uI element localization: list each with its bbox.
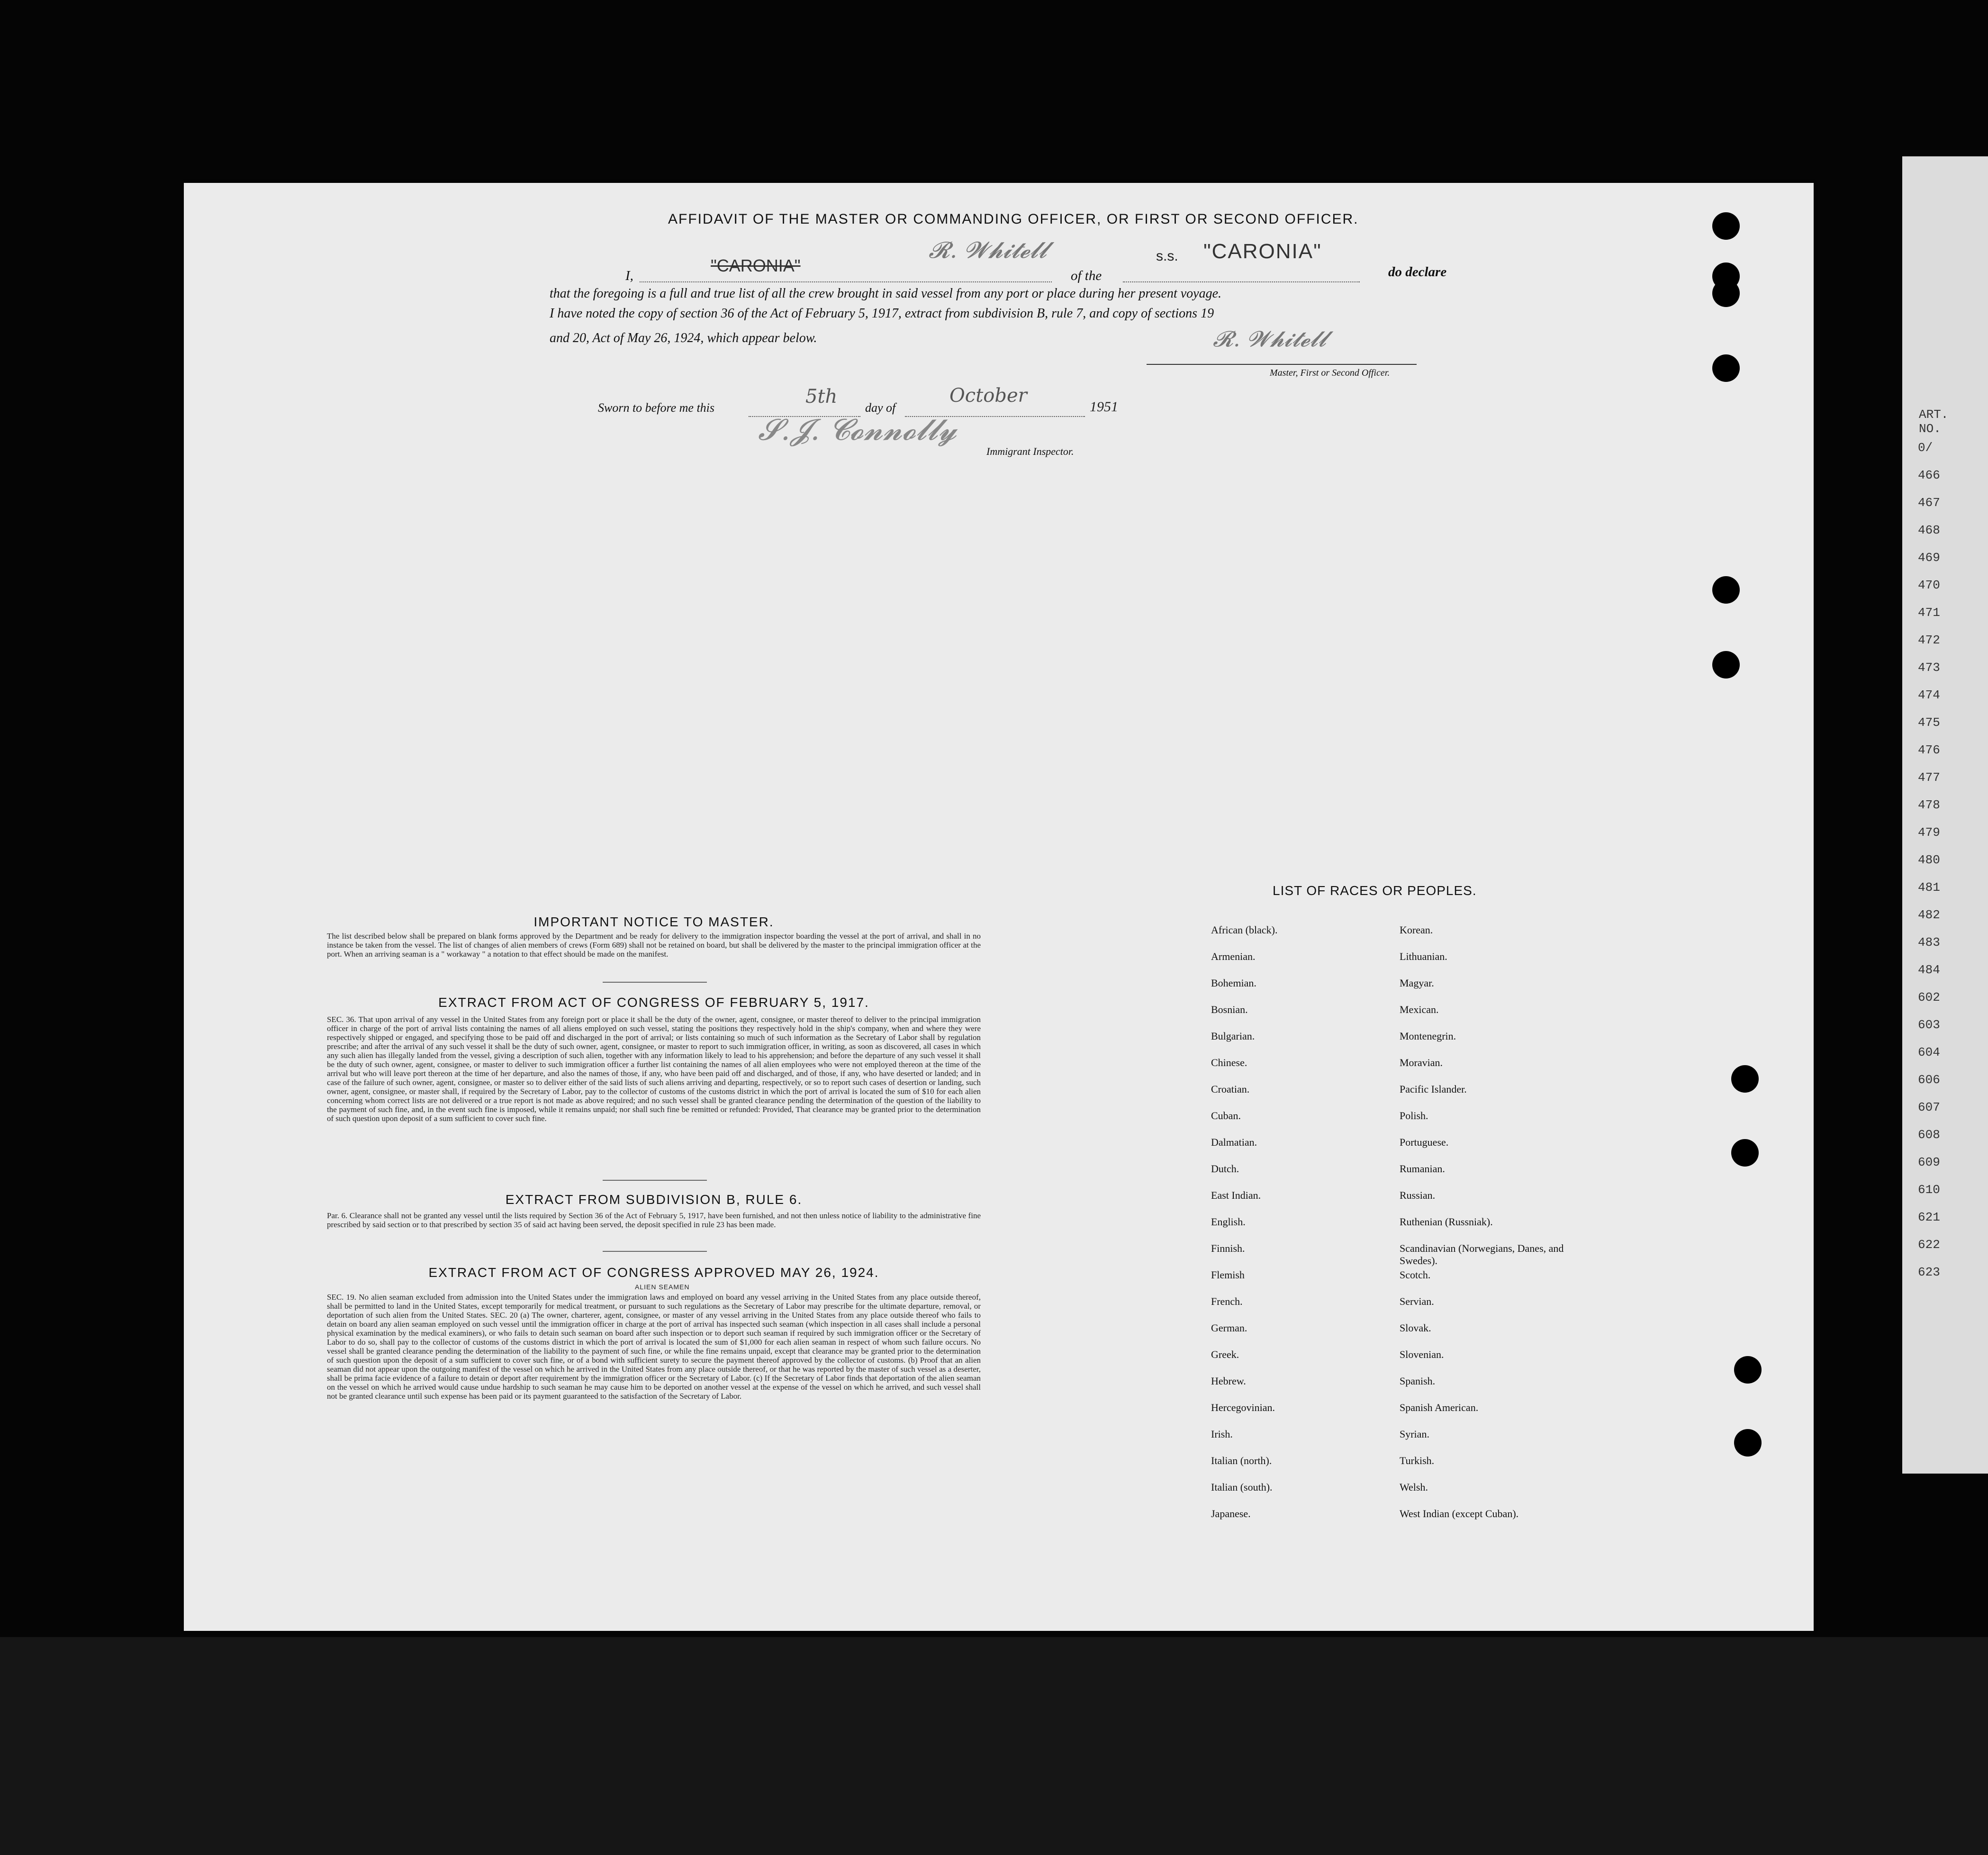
strip-header: ART. NO. <box>1919 407 1949 436</box>
act-1917-title: EXTRACT FROM ACT OF CONGRESS OF FEBRUARY 5, 1917. <box>438 995 869 1010</box>
strip-number: 484 <box>1918 963 1940 977</box>
race-item: Russian. <box>1400 1189 1436 1201</box>
race-item: Bosnian. <box>1211 1004 1248 1015</box>
do-declare-label: do declare <box>1388 264 1447 280</box>
punch-hole <box>1712 651 1740 679</box>
strip-number: 603 <box>1918 1018 1940 1032</box>
punch-hole <box>1712 576 1740 604</box>
strip-number: 476 <box>1918 743 1940 757</box>
race-item: Scotch. <box>1400 1269 1431 1281</box>
inspector-signature: 𝓢.𝓙. 𝓒𝓸𝓷𝓷𝓸𝓵𝓵𝔂 <box>758 412 957 447</box>
strip-number: 466 <box>1918 468 1940 482</box>
race-item: Irish. <box>1211 1428 1233 1440</box>
sworn-day: 5th <box>805 386 838 407</box>
strip-number: 622 <box>1918 1238 1940 1252</box>
strip-number: 607 <box>1918 1100 1940 1114</box>
race-item: German. <box>1211 1322 1247 1334</box>
strip-number: 479 <box>1918 825 1940 840</box>
race-item: Japanese. <box>1211 1508 1251 1520</box>
race-item: Spanish. <box>1400 1375 1436 1387</box>
strip-number: 474 <box>1918 688 1940 702</box>
race-item: East Indian. <box>1211 1189 1261 1201</box>
divider <box>603 1180 707 1181</box>
race-item: Slovak. <box>1400 1322 1431 1334</box>
strip-number: 469 <box>1918 551 1940 565</box>
divider <box>603 1251 707 1252</box>
race-item: Polish. <box>1400 1110 1428 1122</box>
strip-number: 468 <box>1918 523 1940 537</box>
race-item: Lithuanian. <box>1400 950 1447 962</box>
race-item: Turkish. <box>1400 1455 1435 1466</box>
strip-number: 609 <box>1918 1155 1940 1169</box>
strip-number: 473 <box>1918 661 1940 675</box>
struck-vessel-name: "CARONIA" <box>711 256 801 275</box>
act-1924-text: SEC. 19. No alien seaman excluded from admission into the United States under the immigration laws and employed on board any vessel arriving in the United States from any place outside thereof, shall be permitted to land in the United States, except temporarily for medical treatment, or pursuant to such regulations as the Secretary of Labor may prescribe for the ultimate departure, removal, or deportation of such alien from the United States. SEC. 20 (a) The owner, charterer, agent, consignee, or master of any vessel arriving in the United States from any place outside thereof who fails to detain on board any alien seaman employed on such vessel until the immigration officer in charge at the port of arrival has inspected such seaman (which inspection in all cases shall include a personal physical examination by the medical examiners), or who fails to detain such seaman on board after such inspection or to deport such seaman if required by such immigration officer or the Secretary of Labor to do so, shall pay to the collector of customs of the customs district in which the port of arrival is located the sum of $1,000 for each alien seaman in respect of whom such failure occurs. No vessel shall be granted clearance pending the determination of the liability to the payment of such fine, or while the fine remains unpaid, except that clearance may be granted prior to the determination of such question upon the deposit of a sum sufficient to cover such fine, or of a bond with sufficient surety to secure the payment thereof approved by the collector of customs. (b) Proof that an alien seaman did not appear upon the outgoing manifest of the vessel on which he arrived in the United States from any place outside thereof, or that he was reported by the master of such vessel as a deserter, shall be prima facie evidence of a failure to detain or deport after requirement by the immigration officer or the Secretary of Labor. (c) If the Secretary of Labor finds that deportation of the alien seaman on the vessel on which he arrived would cause undue hardship to such seaman he may cause him to be deported on another vessel at the expense of the vessel on which he arrived, and such vessel shall not be granted clearance until such expense has been paid or its payment guaranteed to the satisfaction of the Secretary of Labor. <box>327 1293 981 1401</box>
strip-number: 472 <box>1918 633 1940 647</box>
race-item: Korean. <box>1400 924 1433 936</box>
race-item: Greek. <box>1211 1348 1239 1360</box>
alien-seamen-heading: ALIEN SEAMEN <box>635 1283 690 1291</box>
punch-hole <box>1734 1429 1762 1457</box>
strip-number: 483 <box>1918 935 1940 950</box>
strip-number: 478 <box>1918 798 1940 812</box>
race-item: Montenegrin. <box>1400 1030 1456 1042</box>
races-title: LIST OF RACES OR PEOPLES. <box>1273 883 1477 898</box>
race-item: Hercegovinian. <box>1211 1402 1275 1413</box>
strip-number: 610 <box>1918 1183 1940 1197</box>
race-item: Portuguese. <box>1400 1136 1449 1148</box>
race-item: Pacific Islander. <box>1400 1083 1467 1095</box>
race-item: French. <box>1211 1295 1243 1307</box>
race-item: Spanish American. <box>1400 1402 1479 1413</box>
race-item: Dalmatian. <box>1211 1136 1257 1148</box>
strip-number: 482 <box>1918 908 1940 922</box>
race-item: Welsh. <box>1400 1481 1428 1493</box>
affidavit-body-3: and 20, Act of May 26, 1924, which appear below. <box>550 331 817 345</box>
strip-number: 602 <box>1918 990 1940 1004</box>
strip-number: 467 <box>1918 496 1940 510</box>
race-item: Mexican. <box>1400 1004 1439 1015</box>
of-the-label: of the <box>1071 268 1102 283</box>
master-signature-top: 𝓡. 𝓦𝓱𝓲𝓽𝓮𝓵𝓵 <box>929 237 1048 263</box>
race-item: Croatian. <box>1211 1083 1250 1095</box>
punch-hole <box>1734 1356 1762 1384</box>
adjacent-page-strip <box>1902 156 1988 1474</box>
race-item: Finnish. <box>1211 1242 1245 1254</box>
strip-number: 477 <box>1918 770 1940 785</box>
strip-number: 481 <box>1918 880 1940 895</box>
affidavit-title: AFFIDAVIT OF THE MASTER OR COMMANDING OFFICER, OR FIRST OR SECOND OFFICER. <box>668 211 1359 227</box>
punch-hole <box>1712 212 1740 240</box>
race-item: Cuban. <box>1211 1110 1241 1122</box>
race-item: Armenian. <box>1211 950 1256 962</box>
race-item: African (black). <box>1211 924 1278 936</box>
ss-prefix: s.s. <box>1156 248 1178 264</box>
day-of-label: day of <box>865 401 896 415</box>
strip-number: 606 <box>1918 1073 1940 1087</box>
race-item: Bohemian. <box>1211 977 1256 989</box>
race-item: Dutch. <box>1211 1163 1239 1175</box>
race-item: Magyar. <box>1400 977 1434 989</box>
affidavit-i: I, <box>625 268 633 283</box>
punch-hole <box>1712 354 1740 382</box>
strip-number: 621 <box>1918 1210 1940 1224</box>
act-1924-title: EXTRACT FROM ACT OF CONGRESS APPROVED MAY 26, 1924. <box>428 1265 879 1280</box>
master-signature-line <box>1147 364 1417 365</box>
race-item: Moravian. <box>1400 1057 1443 1068</box>
divider <box>603 982 707 983</box>
vessel-line <box>1123 268 1360 282</box>
race-item: Italian (south). <box>1211 1481 1273 1493</box>
sworn-year: 1951 <box>1090 399 1118 415</box>
strip-number: 0/ <box>1918 441 1933 455</box>
strip-number: 604 <box>1918 1045 1940 1059</box>
vessel-name: "CARONIA" <box>1203 240 1322 263</box>
race-item: Ruthenian (Russniak). <box>1400 1216 1493 1228</box>
race-item: Italian (north). <box>1211 1455 1272 1466</box>
race-item: English. <box>1211 1216 1246 1228</box>
strip-number: 608 <box>1918 1128 1940 1142</box>
race-item: Scandinavian (Norwegians, Danes, and Swedes). <box>1400 1242 1564 1267</box>
punch-hole <box>1712 280 1740 307</box>
name-line <box>640 268 1052 282</box>
sworn-prefix: Sworn to before me this <box>598 401 715 415</box>
race-item: West Indian (except Cuban). <box>1400 1508 1519 1520</box>
strip-number: 623 <box>1918 1265 1940 1279</box>
strip-number: 475 <box>1918 715 1940 730</box>
affidavit-body-1: that the foregoing is a full and true list of all the crew brought in said vessel from any port or place during her present voyage. <box>550 286 1222 301</box>
race-item: Syrian. <box>1400 1428 1429 1440</box>
affidavit-body-2: I have noted the copy of section 36 of the Act of February 5, 1917, extract from subdivision B, rule 7, and copy of sections 19 <box>550 306 1214 321</box>
race-item: Slovenian. <box>1400 1348 1444 1360</box>
strip-number: 470 <box>1918 578 1940 592</box>
notice-text: The list described below shall be prepared on blank forms approved by the Department and be ready for delivery to the immigration inspector boarding the vessel at the port of arrival, and shall in no instance be taken from the vessel. The list of changes of alien members of crews (Form 689) shall not be retained on board, but shall be delivered by the master to the principal immigration officer at the port. When an arriving seaman is a " workaway " a notation to that effect should be made on the manifest. <box>327 932 981 959</box>
inspector-caption: Immigrant Inspector. <box>986 445 1074 457</box>
race-item: Flemish <box>1211 1269 1245 1281</box>
rule-6-title: EXTRACT FROM SUBDIVISION B, RULE 6. <box>505 1192 803 1207</box>
master-caption: Master, First or Second Officer. <box>1270 368 1390 378</box>
punch-hole <box>1731 1139 1759 1167</box>
master-signature: 𝓡. 𝓦𝓱𝓲𝓽𝓮𝓵𝓵 <box>1213 326 1327 352</box>
strip-number: 480 <box>1918 853 1940 867</box>
race-item: Chinese. <box>1211 1057 1247 1068</box>
sworn-month: October <box>949 385 1027 407</box>
scan-background <box>0 1637 1988 1855</box>
rule-6-text: Par. 6. Clearance shall not be granted any vessel until the lists required by Section 36 of the Act of February 5, 1917, have been furnished, and not then unless notice of liability to the administrative fine prescribed by said section or to that prescribed by section 35 of said act having been served, the deposit specified in rule 23 has been made. <box>327 1211 981 1229</box>
race-item: Rumanian. <box>1400 1163 1445 1175</box>
race-item: Servian. <box>1400 1295 1434 1307</box>
act-1917-text: SEC. 36. That upon arrival of any vessel in the United States from any foreign port or place it shall be the duty of the owner, agent, consignee, or master thereof to deliver to the principal immigration officer in charge of the port of arrival lists containing the names of all aliens employed on such vessel, stating the positions they respectively hold in the ship's company, when and where they were respectively shipped or engaged, and specifying those to be paid off and discharged in the port of arrival; or lists containing so much of such information as the Secretary of Labor shall by regulation prescribe; and after the arrival of any such vessel it shall be the duty of such owner, agent, consignee, or master to report to such immigration officer, in writing, as soon as discovered, all cases in which any such alien has illegally landed from the vessel, giving a description of such alien, together with any information likely to lead to his apprehension; and before the departure of any such vessel it shall be the duty of such owner, agent, consignee, or master to deliver to such immigration officer a further list containing the names of all alien employees who were not employed thereon at the time of the arrival but who will leave port thereon at the time of her departure, and also the names of those, if any, who have been paid off and discharged, and of those, if any, who have deserted or landed; and in case of the failure of such owner, agent, consignee, or master so to deliver either of the said lists of such aliens arriving and departing, respectively, or so to report such cases of desertion or landing, such owner, agent, consignee, or master shall, if required by the Secretary of Labor, pay to the collector of customs of the customs district in which the port of arrival is located the sum of $10 for each alien concerning whom correct lists are not delivered or a true report is not made as above required; and no such vessel shall be granted clearance pending the determination of the question of the liability to the payment of such fine, and, in the event such fine is imposed, while it remains unpaid; nor shall such fine be remitted or refunded: Provided, That clearance may be granted prior to the determination of such question upon deposit of a sum sufficient to cover such fine. <box>327 1015 981 1123</box>
punch-hole <box>1731 1065 1759 1093</box>
race-item: Bulgarian. <box>1211 1030 1255 1042</box>
race-item: Hebrew. <box>1211 1375 1246 1387</box>
strip-number: 471 <box>1918 606 1940 620</box>
notice-title: IMPORTANT NOTICE TO MASTER. <box>533 914 774 929</box>
